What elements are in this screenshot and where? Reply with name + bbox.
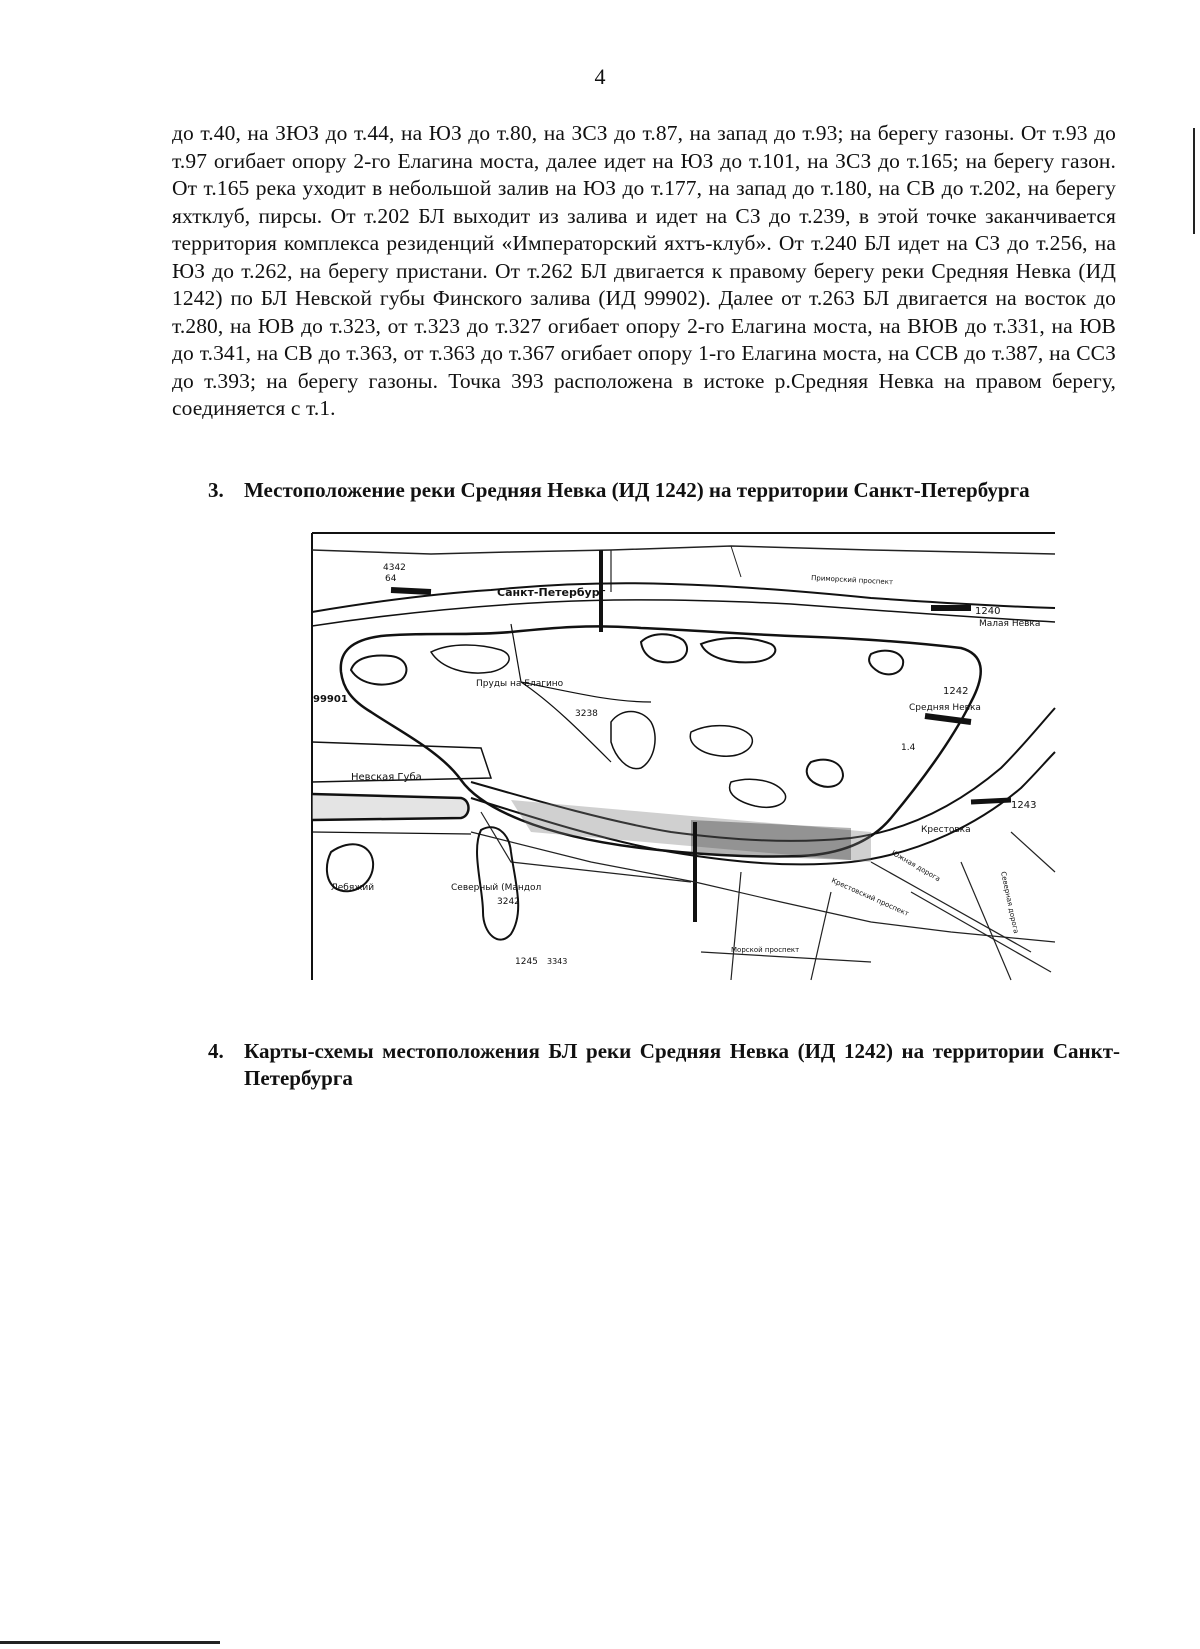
- map-label-code-4342: 4342: [383, 563, 406, 573]
- map-label-road-morskoy: Морской проспект: [731, 946, 800, 954]
- map-label-code-3238: 3238: [575, 709, 598, 719]
- map-label-road-south: Южная дорога: [890, 848, 942, 884]
- map-label-prospekt: Приморский проспект: [810, 574, 894, 587]
- location-map: [311, 532, 1056, 982]
- map-label-river-right: Малая Невка: [979, 619, 1041, 629]
- map-label-code-99901: 99901: [313, 694, 348, 705]
- map-label-code-1240: 1240: [975, 606, 1001, 617]
- map-label-srednyaya: Средняя Невка: [909, 703, 981, 713]
- map-label-pond: Пруды на Елагино: [476, 679, 564, 689]
- section-heading-3: [208, 477, 1120, 504]
- section-number: 4.: [208, 1039, 224, 1063]
- section-title: Местоположение реки Средняя Невка (ИД 1242) на территории Санкт-Петербурга: [244, 478, 1030, 502]
- map-label-road-north: Северная дорога: [999, 870, 1021, 935]
- map-label-city: Санкт-Петербург: [497, 586, 606, 599]
- map-label-code-1243: 1243: [1011, 800, 1037, 811]
- map-label-code-3343: 3343: [547, 957, 568, 966]
- map-label-code-3242: 3242: [497, 897, 520, 907]
- scan-edge-mark: [1193, 128, 1195, 234]
- map-label-code-1245: 1245: [515, 957, 538, 967]
- map-label-code-1-4: 1.4: [901, 743, 916, 753]
- page-number: 4: [594, 64, 606, 89]
- section-heading-4: [208, 1038, 1120, 1092]
- body-paragraph: до т.40, на ЗЮЗ до т.44, на ЮЗ до т.80, на ЗСЗ до т.87, на запад до т.93; на берегу газоны. От т.93 до т.97 огибает опору 2-го Елагина моста, далее идет на ЮЗ до т.101, на ЗСЗ до т.165; на берегу газон. От т.165 река уходит в небольшой залив на ЮЗ до т.177, на запад до т.180, на СВ до т.202, на берегу яхтклуб, пирсы. От т.202 БЛ выходит из залива и идет на СЗ до т.239, в этой точке заканчивается территория комплекса резиденций «Императорский яхтъ-клуб». От т.240 БЛ идет на СЗ до т.256, на ЮЗ до т.262, на берегу пристани. От т.262 БЛ двигается к правому берегу реки Средняя Невка (ИД 1242) по БЛ Невской губы Финского залива (ИД 99902). Далее от т.263 БЛ двигается на восток до т.280, на ЮВ до т.323, от т.323 до т.327 огибает опору 2-го Елагина моста, на ВЮВ до т.331, на ЮВ до т.341, на СВ до т.363, от т.363 до т.367 огибает опору 1-го Елагина моста, на ССВ до т.387, на ССЗ до т.393; на берегу газоны. Точка 393 расположена в истоке р.Средняя Невка на правом берегу, соединяется с т.1.: [172, 121, 1116, 420]
- map-label-road-krestovsky: Крестовский проспект: [830, 876, 910, 918]
- map-label-code-1242: 1242: [943, 686, 969, 697]
- map-label-code-64: 64: [385, 574, 397, 584]
- map-label-lake-left: Лебяжий: [331, 883, 375, 893]
- map-label-gulf: Невская Губа: [351, 772, 422, 783]
- map-label-lake-center: Северный (Мандол: [451, 883, 542, 893]
- section-title: Карты-схемы местоположения БЛ реки Средняя Невка (ИД 1242) на территории Санкт-Петербурга: [244, 1039, 1120, 1090]
- scan-edge-mark: [0, 1641, 220, 1644]
- section-number: 3.: [208, 478, 224, 502]
- map-label-krestovka: Крестовка: [921, 825, 971, 835]
